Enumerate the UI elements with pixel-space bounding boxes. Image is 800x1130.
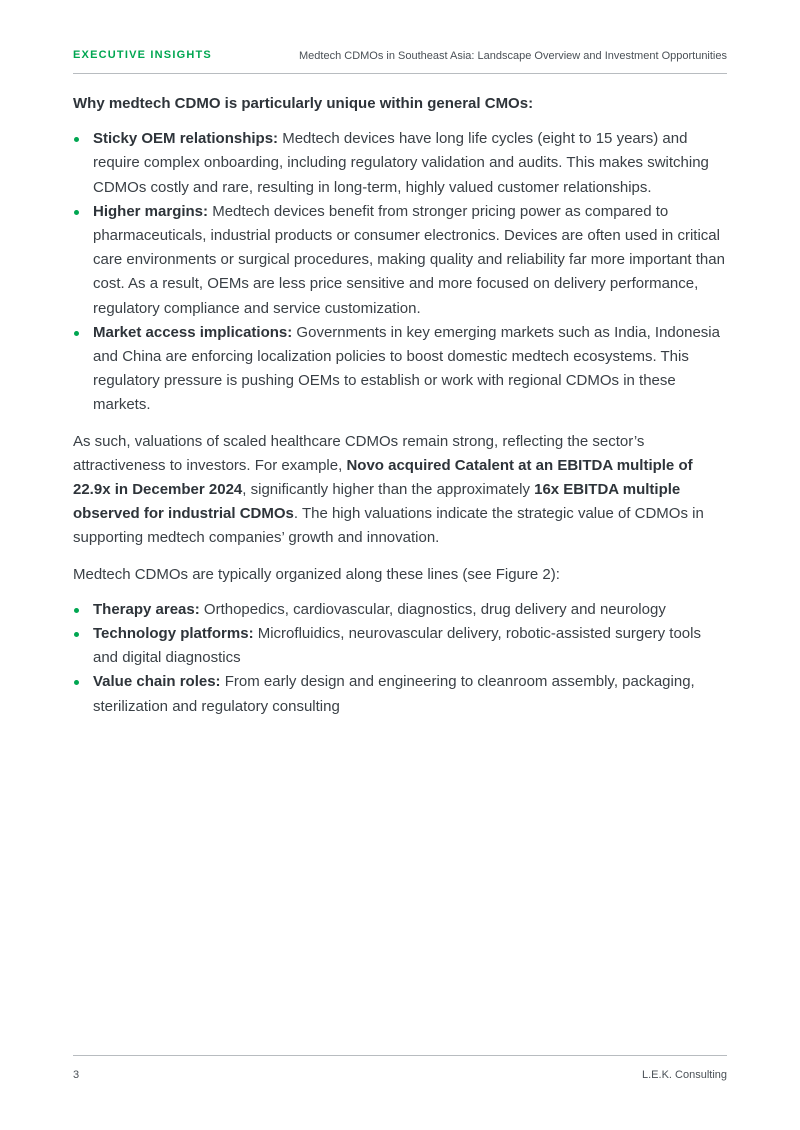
bullet-text: From early design and engineering to cleanroom assembly, packaging, sterilization and regulatory consulting bbox=[93, 673, 695, 715]
bullet-list-unique bbox=[73, 127, 728, 417]
bullet-list-organized bbox=[73, 598, 728, 719]
bullet-text: Governments in key emerging markets such as India, Indonesia and China are enforcing localization policies to boost domestic medtech ecosystems. This regulatory pressure is pushing OEMs to establish or work with regional CDMOs in these markets. bbox=[93, 323, 720, 414]
bullet-text: Medtech devices have long life cycles (eight to 15 years) and require complex onboarding, including regulatory validation and audits. This makes switching CDMOs costly and rare, resulting in long-term, highly valued customer relationships. bbox=[93, 130, 709, 196]
list-item bbox=[73, 200, 728, 321]
list-item bbox=[73, 670, 728, 718]
bullet-term: Value chain roles: bbox=[93, 673, 221, 691]
paragraph-text: , significantly higher than the approximately bbox=[242, 481, 535, 499]
bullet-term: Higher margins: bbox=[93, 202, 209, 220]
lead-heading: Why medtech CDMO is particularly unique within general CMOs: bbox=[73, 95, 534, 112]
list-item bbox=[73, 127, 728, 200]
list-item bbox=[73, 598, 728, 622]
main-content bbox=[73, 92, 728, 719]
bullet-text: Medtech devices benefit from stronger pricing power as compared to pharmaceuticals, industrial products or consumer electronics. Devices are often used in critical care environments or surgical procedures, making quality and reliability far more important than cost. As a result, OEMs are less price sensitive and more focused on delivery performance, regulatory compliance and service customization. bbox=[93, 202, 725, 317]
list-item bbox=[73, 321, 728, 418]
page-footer bbox=[73, 1055, 727, 1086]
valuation-paragraph bbox=[73, 430, 728, 551]
bullet-text: Microfluidics, neurovascular delivery, robotic-assisted surgery tools and digital diagnostics bbox=[93, 625, 701, 667]
paragraph-text: As such, valuations of scaled healthcare CDMOs remain strong, reflecting the sector’s attractiveness to investors. For example, bbox=[73, 432, 645, 474]
section-label: EXECUTIVE INSIGHTS bbox=[73, 49, 212, 61]
emphasis-text: Novo acquired Catalent at an EBITDA multiple of 22.9x in December 2024 bbox=[73, 456, 693, 499]
organized-intro: Medtech CDMOs are typically organized along these lines (see Figure 2): bbox=[73, 565, 560, 583]
page-header bbox=[73, 49, 727, 74]
bullet-term: Sticky OEM relationships: bbox=[93, 130, 279, 148]
bullet-term: Therapy areas: bbox=[93, 600, 200, 618]
bullet-term: Technology platforms: bbox=[93, 625, 254, 643]
bullet-text: Orthopedics, cardiovascular, diagnostics, drug delivery and neurology bbox=[199, 600, 666, 618]
emphasis-text: 16x EBITDA multiple observed for industrial CDMOs bbox=[73, 481, 681, 523]
page-number: 3 bbox=[73, 1069, 80, 1081]
paragraph-text: . The high valuations indicate the strategic value of CDMOs in supporting medtech companies’ growth and innovation. bbox=[73, 505, 704, 547]
document-title: Medtech CDMOs in Southeast Asia: Landscape Overview and Investment Opportunities bbox=[299, 50, 727, 62]
company-name: L.E.K. Consulting bbox=[642, 1069, 727, 1081]
list-item bbox=[73, 622, 728, 670]
bullet-term: Market access implications: bbox=[93, 323, 293, 341]
